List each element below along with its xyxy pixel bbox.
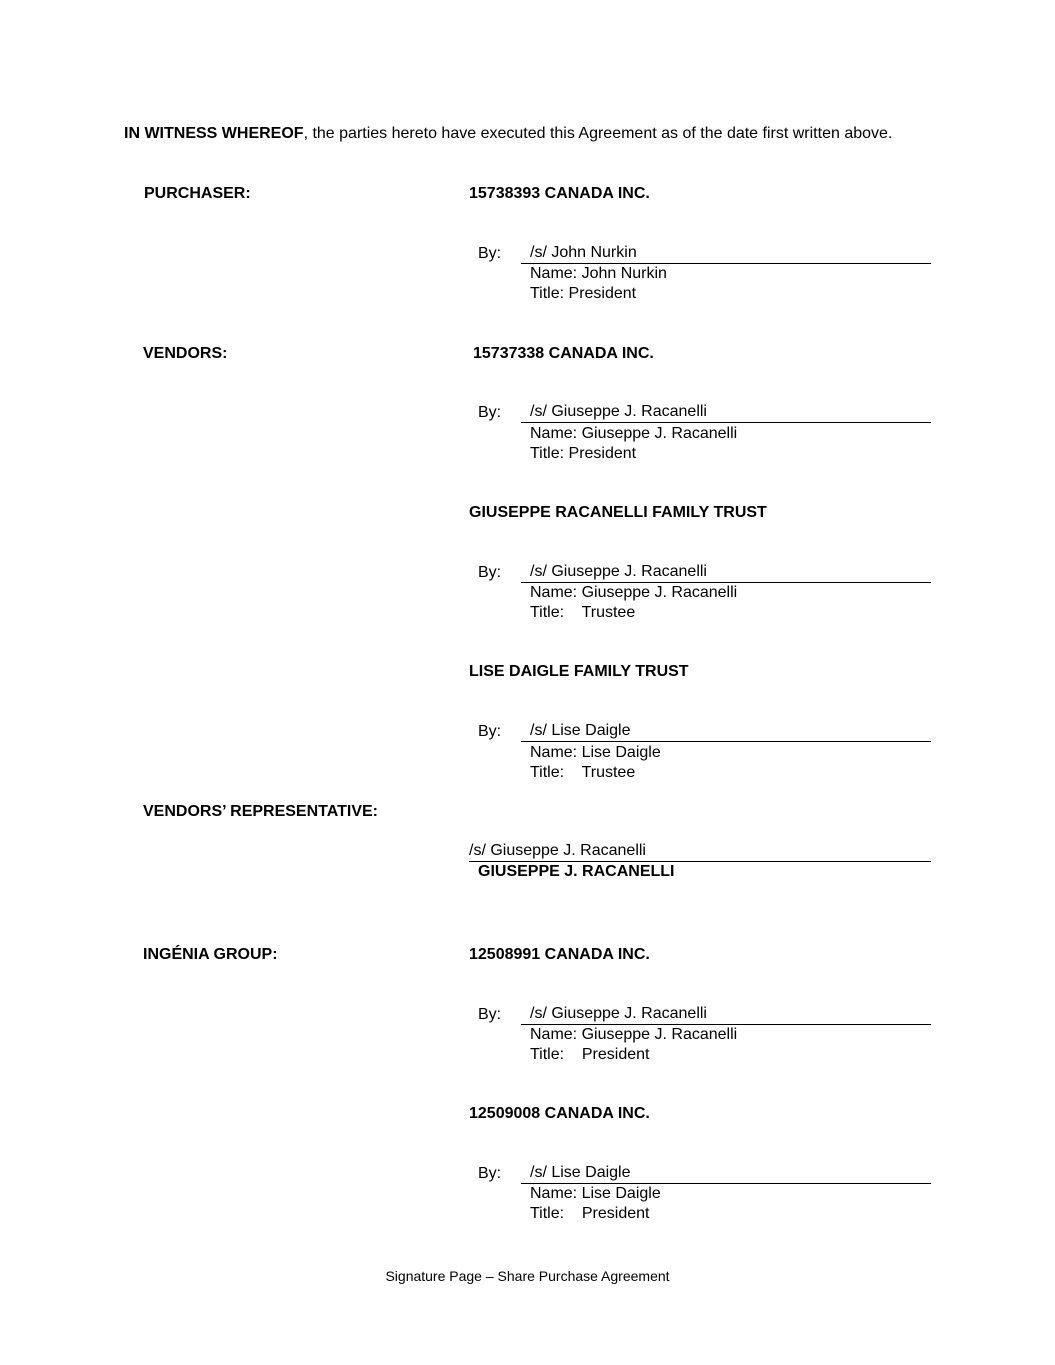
vendor-2-signatory-title: Title: Trustee: [530, 604, 636, 621]
ingenia-label: INGÉNIA GROUP:: [143, 946, 278, 963]
purchaser-entity: 15738393 CANADA INC.: [469, 185, 650, 202]
ingenia-entity-1: 12508991 CANADA INC.: [469, 946, 650, 963]
purchaser-signatory-title: Title: President: [530, 285, 637, 302]
ingenia-1-signatory-name: Name: Giuseppe J. Racanelli: [530, 1026, 738, 1043]
purchaser-signature: /s/ John Nurkin: [530, 244, 637, 261]
vendor-3-by-label: By:: [478, 723, 502, 740]
vendor-2-signature-line: [521, 562, 931, 583]
ingenia-2-signatory-name: Name: Lise Daigle: [530, 1185, 661, 1202]
vendor-1-signature-line: [521, 402, 931, 423]
ingenia-1-signature-line: [521, 1004, 931, 1025]
ingenia-entity-2: 12509008 CANADA INC.: [469, 1105, 650, 1122]
ingenia-2-signature-line: [521, 1163, 931, 1184]
purchaser-signatory-name: Name: John Nurkin: [530, 265, 667, 282]
ingenia-1-signature: /s/ Giuseppe J. Racanelli: [530, 1005, 707, 1022]
ingenia-1-signatory-title: Title: President: [530, 1046, 650, 1063]
vendor-1-by-label: By:: [478, 404, 502, 421]
representative-signature: /s/ Giuseppe J. Racanelli: [469, 842, 646, 859]
vendor-1-signatory-title: Title: President: [530, 445, 637, 462]
vendor-entity-2: GIUSEPPE RACANELLI FAMILY TRUST: [469, 504, 767, 521]
vendor-entity-1: 15737338 CANADA INC.: [473, 345, 654, 362]
vendor-1-signatory-name: Name: Giuseppe J. Racanelli: [530, 425, 738, 442]
purchaser-by-label: By:: [478, 245, 502, 262]
representative-label: VENDORS’ REPRESENTATIVE:: [143, 803, 378, 820]
ingenia-2-signature: /s/ Lise Daigle: [530, 1164, 631, 1181]
vendor-3-signature-line: [521, 721, 931, 742]
vendor-1-signature: /s/ Giuseppe J. Racanelli: [530, 403, 707, 420]
ingenia-2-signatory-title: Title: President: [530, 1205, 650, 1222]
vendor-entity-3: LISE DAIGLE FAMILY TRUST: [469, 663, 689, 680]
representative-name: GIUSEPPE J. RACANELLI: [478, 863, 675, 880]
intro-paragraph: [124, 124, 930, 144]
representative-signature-line: [469, 841, 931, 862]
ingenia-1-by-label: By:: [478, 1006, 502, 1023]
vendor-3-signature: /s/ Lise Daigle: [530, 722, 631, 739]
purchaser-label: PURCHASER:: [144, 185, 251, 202]
vendor-2-by-label: By:: [478, 564, 502, 581]
vendor-2-signatory-name: Name: Giuseppe J. Racanelli: [530, 584, 738, 601]
intro-lead: IN WITNESS WHEREOF: [124, 125, 304, 142]
intro-rest: , the parties hereto have executed this Agreement as of the date first written above.: [303, 125, 893, 142]
ingenia-2-by-label: By:: [478, 1165, 502, 1182]
purchaser-signature-line: [521, 243, 931, 264]
page-footer: Signature Page – Share Purchase Agreement: [385, 1268, 670, 1284]
vendor-3-signatory-title: Title: Trustee: [530, 764, 636, 781]
vendor-3-signatory-name: Name: Lise Daigle: [530, 744, 661, 761]
vendor-2-signature: /s/ Giuseppe J. Racanelli: [530, 563, 707, 580]
vendors-label: VENDORS:: [143, 345, 228, 362]
